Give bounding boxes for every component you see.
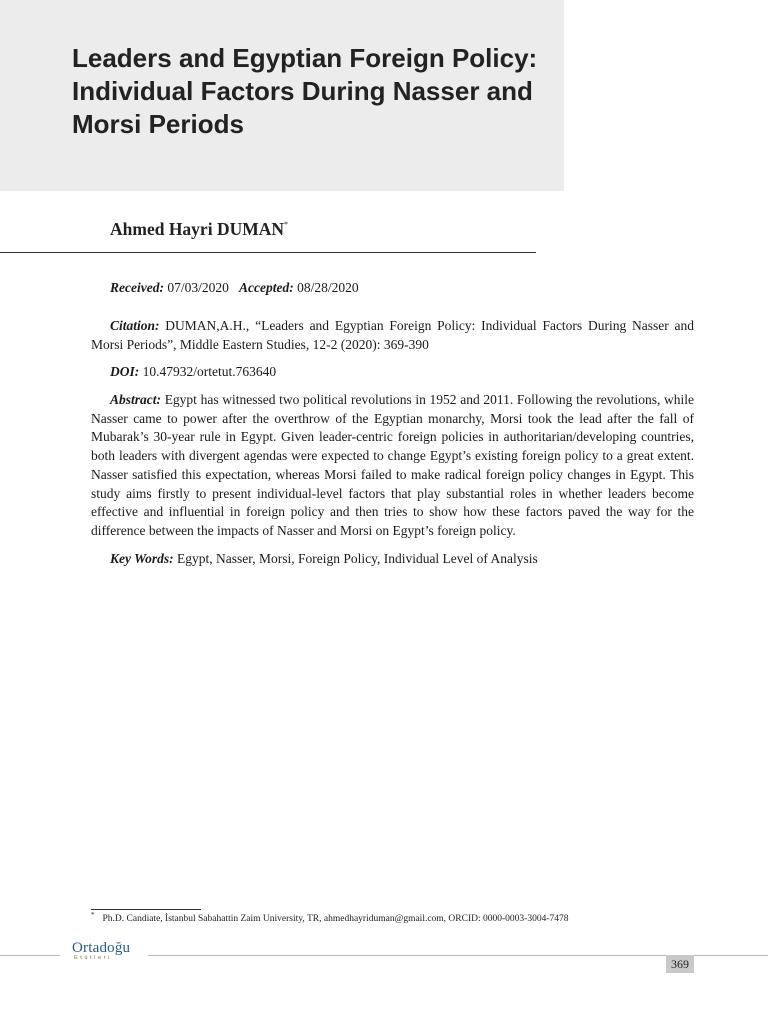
citation-text: DUMAN,A.H., “Leaders and Egyptian Foreign Policy: Individual Factors During Nasser and Morsi Periods”, Middle Eastern Studies, 12-2 (2020): 369-390 <box>91 318 694 352</box>
author-name: Ahmed Hayri DUMAN <box>110 219 285 239</box>
accepted-date: 08/28/2020 <box>297 280 359 295</box>
author-divider <box>0 252 536 253</box>
doi-paragraph <box>91 363 694 382</box>
abstract-text: Egypt has witnessed two political revolutions in 1952 and 2011. Following the revolutions, while Nasser came to power after the overthrow of the Egyptian monarchy, Morsi took the lead after the fall of Mubarak’s 30-year rule in Egypt. Given leader-centric foreign policies in authoritarian/developing countries, both leaders with divergent agendas were expected to change Egypt’s existing foreign policy to a great extent. Nasser satisfied this expectation, whereas Morsi failed to make radical foreign policy changes in Egypt. This study aims firstly to present individual-level factors that play substantial roles in whether leaders become effective and influential in foreign policy and then tries to show how these factors paved the way for the difference between the impacts of Nasser and Morsi on Egypt’s foreign policy. <box>91 392 695 538</box>
keywords-text: Egypt, Nasser, Morsi, Foreign Policy, Individual Level of Analysis <box>177 551 538 566</box>
article-title: Leaders and Egyptian Foreign Policy: Individual Factors During Nasser and Morsi Periods <box>72 43 538 139</box>
author-line <box>110 219 288 240</box>
bottom-rule-left <box>0 955 60 956</box>
footnote-divider <box>91 909 201 910</box>
received-label: Received: <box>110 280 164 295</box>
keywords-label: Key Words: <box>110 551 174 566</box>
dates-line <box>110 280 359 296</box>
citation-label: Citation: <box>110 318 160 333</box>
keywords-paragraph <box>91 550 694 569</box>
logo-subtitle: Etütleri <box>74 955 112 961</box>
logo-name: Ortadoğu <box>72 940 131 956</box>
doi-value: 10.47932/ortetut.763640 <box>142 364 277 379</box>
author-footnote-mark: * <box>284 220 289 229</box>
received-date: 07/03/2020 <box>167 280 229 295</box>
doi-label: DOI: <box>110 364 140 379</box>
citation-paragraph <box>91 317 694 354</box>
footnote-text: Ph.D. Candiate, İstanbul Sabahattin Zaim University, TR, ahmedhayriduman@gmail.com, ORCID: 0000-0003-3004-7478 <box>102 914 569 925</box>
footnote <box>91 911 569 924</box>
page-number: 369 <box>666 955 694 973</box>
journal-logo <box>72 940 144 961</box>
abstract-label: Abstract: <box>110 392 162 407</box>
title-banner <box>0 0 564 191</box>
abstract-paragraph <box>91 391 694 541</box>
footnote-mark: * <box>91 911 95 919</box>
accepted-label: Accepted: <box>238 280 294 295</box>
